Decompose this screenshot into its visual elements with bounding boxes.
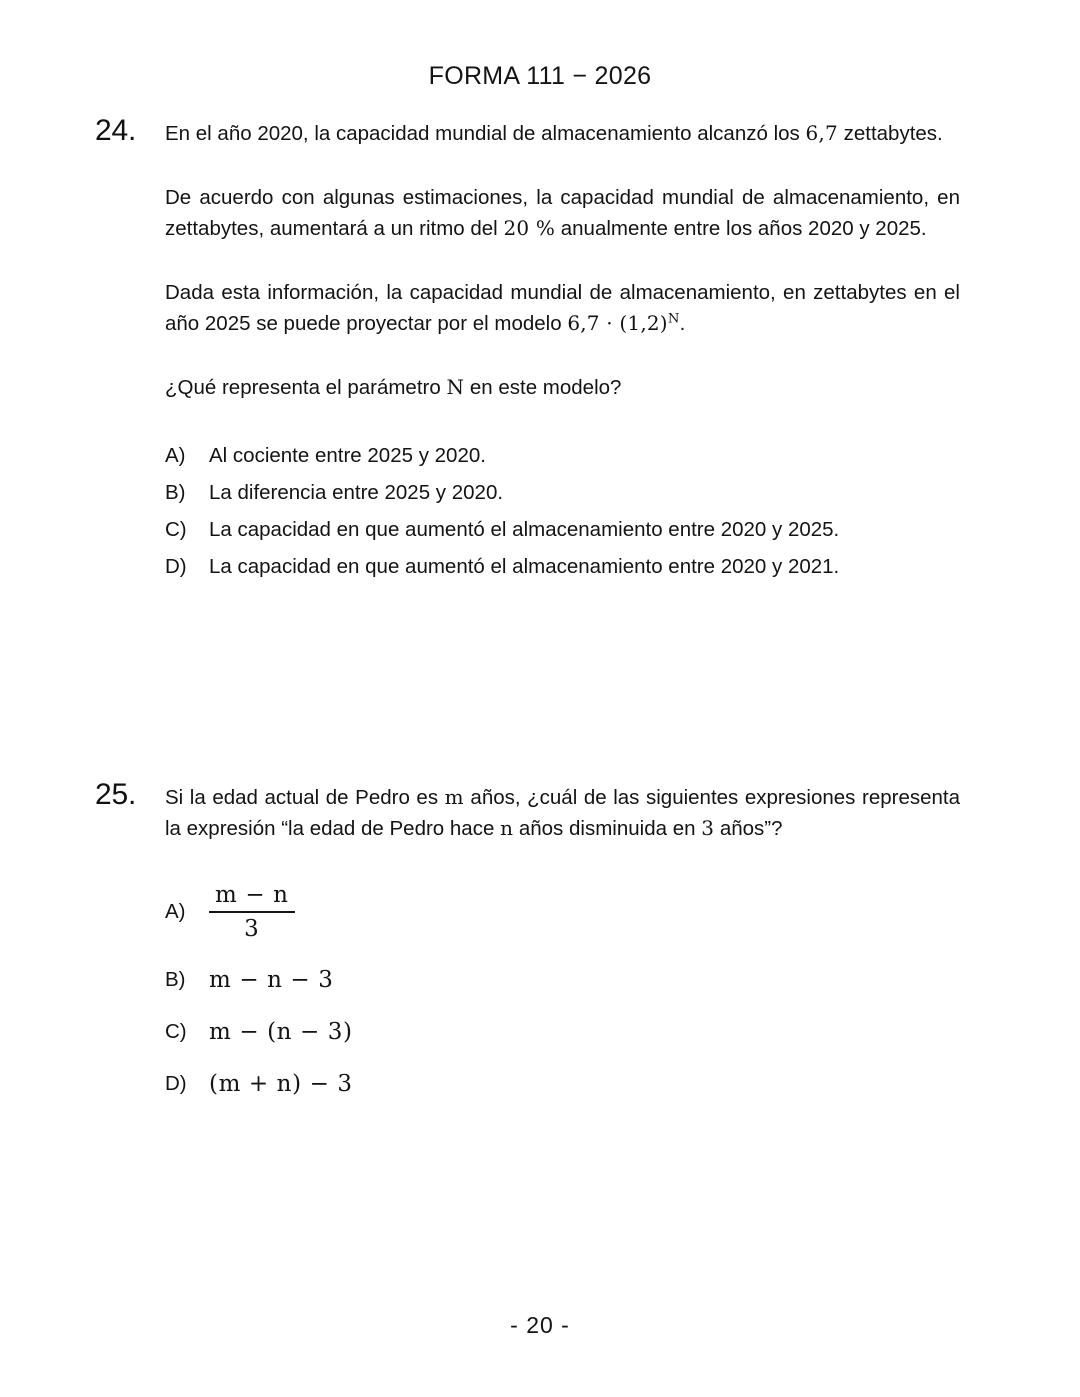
option-letter: C) (165, 518, 187, 541)
math-value-capacity: 6,7 (805, 121, 838, 145)
paragraph-text-post: zettabytes. (837, 122, 943, 145)
statement-segment-1: Si la edad actual de Pedro es (165, 786, 445, 809)
answer-option-d[interactable] (165, 552, 960, 582)
prompt-text-pre: ¿Qué representa el parámetro (165, 376, 447, 399)
question-body (165, 782, 960, 1099)
answer-options-25 (165, 882, 960, 1099)
option-letter: D) (165, 1071, 187, 1095)
option-text: La capacidad en que aumentó el almacenamiento entre 2020 y 2025. (209, 518, 840, 541)
question-number: 25. (95, 778, 137, 811)
answer-options-24 (165, 441, 960, 582)
statement-segment-4: años”? (714, 817, 783, 840)
option-letter: A) (165, 900, 186, 924)
answer-option-d[interactable] (165, 1069, 960, 1099)
answer-option-c[interactable] (165, 1017, 960, 1047)
option-expression (209, 882, 960, 943)
option-text: La diferencia entre 2025 y 2020. (209, 481, 504, 504)
paragraph-text-post: anualmente entre los años 2020 y 2025. (555, 217, 927, 240)
math-formula-model (567, 311, 679, 335)
paragraph-text-post: . (679, 312, 686, 335)
page-header: FORMA 111 − 2026 (428, 62, 652, 90)
question-paragraph-1 (165, 118, 960, 149)
answer-option-a[interactable] (165, 441, 960, 471)
statement-segment-2: años, ¿cuál de las siguientes expresiones representa la expresión “la edad de Pedro hace (165, 786, 960, 840)
paragraph-text-pre: En el año 2020, la capacidad mundial de almacenamiento alcanzó los (165, 122, 806, 145)
answer-option-b[interactable] (165, 478, 960, 508)
option-text: La capacidad en que aumentó el almacenamiento entre 2020 y 2021. (209, 555, 840, 578)
fraction-numerator: m − n (215, 882, 289, 908)
paragraph-text-pre: Dada esta información, la capacidad mundial de almacenamiento, en zettabytes en el año 2025 se puede proyectar por el modelo (165, 281, 960, 335)
math-value-three: 3 (701, 816, 715, 840)
math-formula-base: 6,7 · (1,2) (567, 311, 668, 335)
answer-option-b[interactable] (165, 965, 960, 995)
fraction-denominator: 3 (244, 915, 260, 942)
statement-segment-3: años disminuida en (513, 817, 702, 840)
question-prompt (165, 372, 960, 403)
option-text: Al cociente entre 2025 y 2020. (209, 444, 486, 467)
math-variable-n: n (500, 816, 514, 840)
option-expression: (m + n) − 3 (209, 1070, 353, 1097)
option-letter: A) (165, 444, 186, 467)
page-footer: - 20 - (510, 1312, 570, 1338)
question-paragraph-3 (165, 277, 960, 339)
option-expression: m − (n − 3) (209, 1018, 353, 1045)
math-formula-exponent: N (667, 311, 680, 327)
question-block-24 (0, 114, 1080, 582)
question-number: 24. (95, 114, 137, 147)
math-variable-m: m (444, 785, 464, 809)
prompt-text-post: en este modelo? (464, 376, 622, 399)
question-statement (165, 782, 960, 844)
answer-option-a[interactable] (165, 882, 960, 943)
answer-option-c[interactable] (165, 515, 960, 545)
option-letter: C) (165, 1019, 187, 1043)
question-body (165, 118, 960, 582)
option-letter: B) (165, 967, 186, 991)
question-paragraph-2 (165, 182, 960, 244)
option-letter: B) (165, 481, 186, 504)
math-value-percent: 20 % (503, 216, 556, 240)
fraction (209, 882, 295, 943)
paragraph-text-pre: De acuerdo con algunas estimaciones, la capacidad mundial de almacenamiento, en zettabytes, aumentará a un ritmo del (165, 186, 960, 240)
question-block-25 (0, 778, 1080, 1099)
option-expression: m − n − 3 (209, 966, 334, 993)
option-letter: D) (165, 555, 187, 578)
math-variable-n: N (446, 375, 465, 399)
